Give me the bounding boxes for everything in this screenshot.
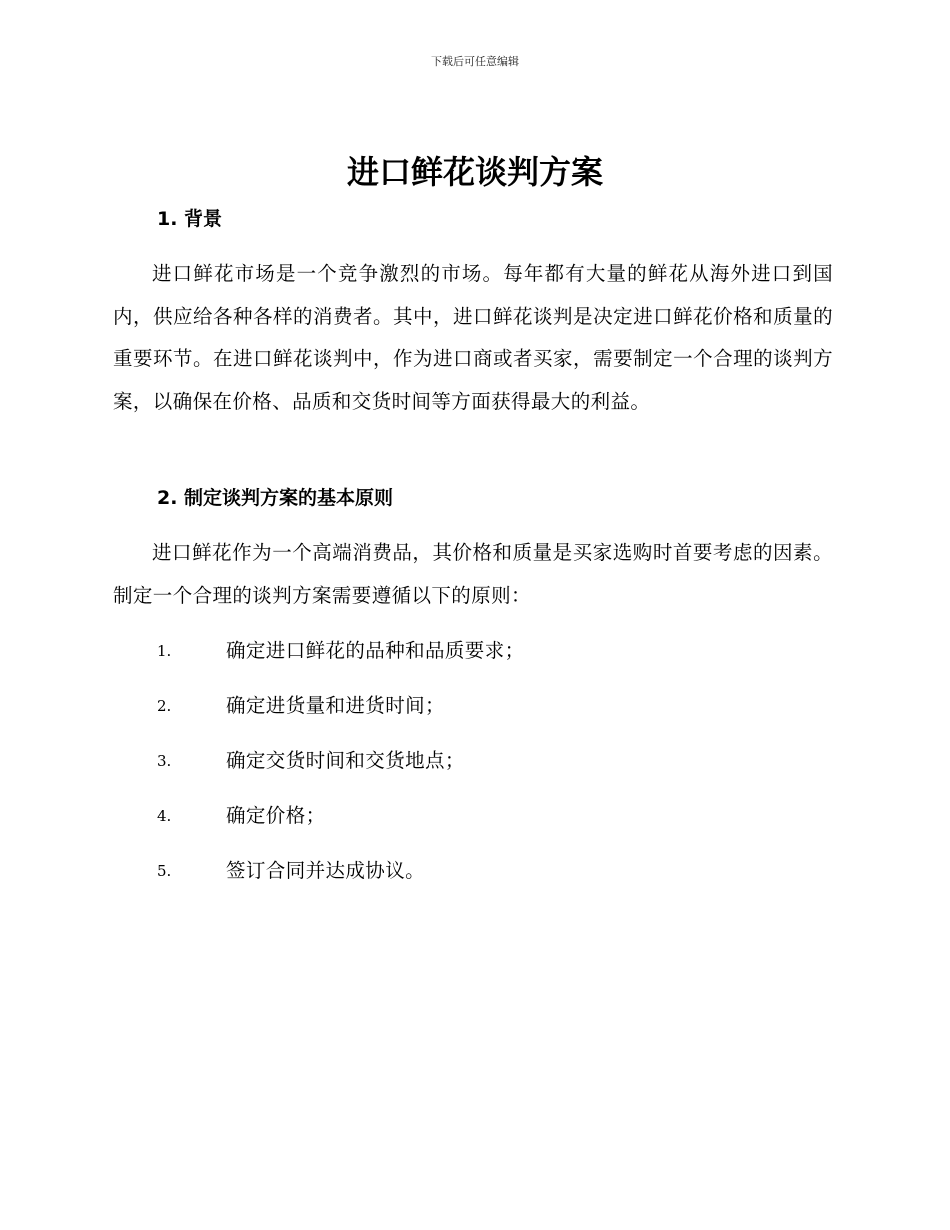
- list-item-number: 1.: [157, 642, 172, 660]
- page-header: 下载后可任意编辑: [431, 55, 519, 68]
- list-item-text: 签订合同并达成协议。: [226, 859, 426, 882]
- list-item-text: 确定价格；: [226, 804, 326, 827]
- list-item-text: 确定进口鲜花的品种和品质要求；: [226, 639, 525, 662]
- list-item-number: 4.: [157, 807, 172, 825]
- list-item-number: 5.: [157, 862, 172, 880]
- section-heading-background: 1. 背景: [157, 208, 223, 230]
- principles-intro-paragraph: 进口鲜花作为一个高端消费品，其价格和质量是买家选购时首要考虑的因素。制定一个合理的谈判方案需要遵循以下的原则：: [113, 541, 833, 607]
- list-item-text: 确定交货时间和交货地点；: [226, 749, 465, 772]
- document-title: 进口鲜花谈判方案: [346, 153, 603, 191]
- list-item: [0, 628, 950, 683]
- list-item: [0, 848, 950, 903]
- principles-list: [0, 628, 950, 903]
- list-item: [0, 683, 950, 738]
- list-item-text: 确定进货量和进货时间；: [226, 694, 445, 717]
- list-item-number: 2.: [157, 697, 172, 715]
- section-heading-principles: 2. 制定谈判方案的基本原则: [157, 487, 394, 509]
- list-item: [0, 793, 950, 848]
- list-item: [0, 738, 950, 793]
- list-item-number: 3.: [157, 752, 172, 770]
- background-paragraph: 进口鲜花市场是一个竞争激烈的市场。每年都有大量的鲜花从海外进口到国内，供应给各种各样的消费者。其中，进口鲜花谈判是决定进口鲜花价格和质量的重要环节。在进口鲜花谈判中，作为进口商或者买家，需要制定一个合理的谈判方案，以确保在价格、品质和交货时间等方面获得最大的利益。: [113, 262, 833, 413]
